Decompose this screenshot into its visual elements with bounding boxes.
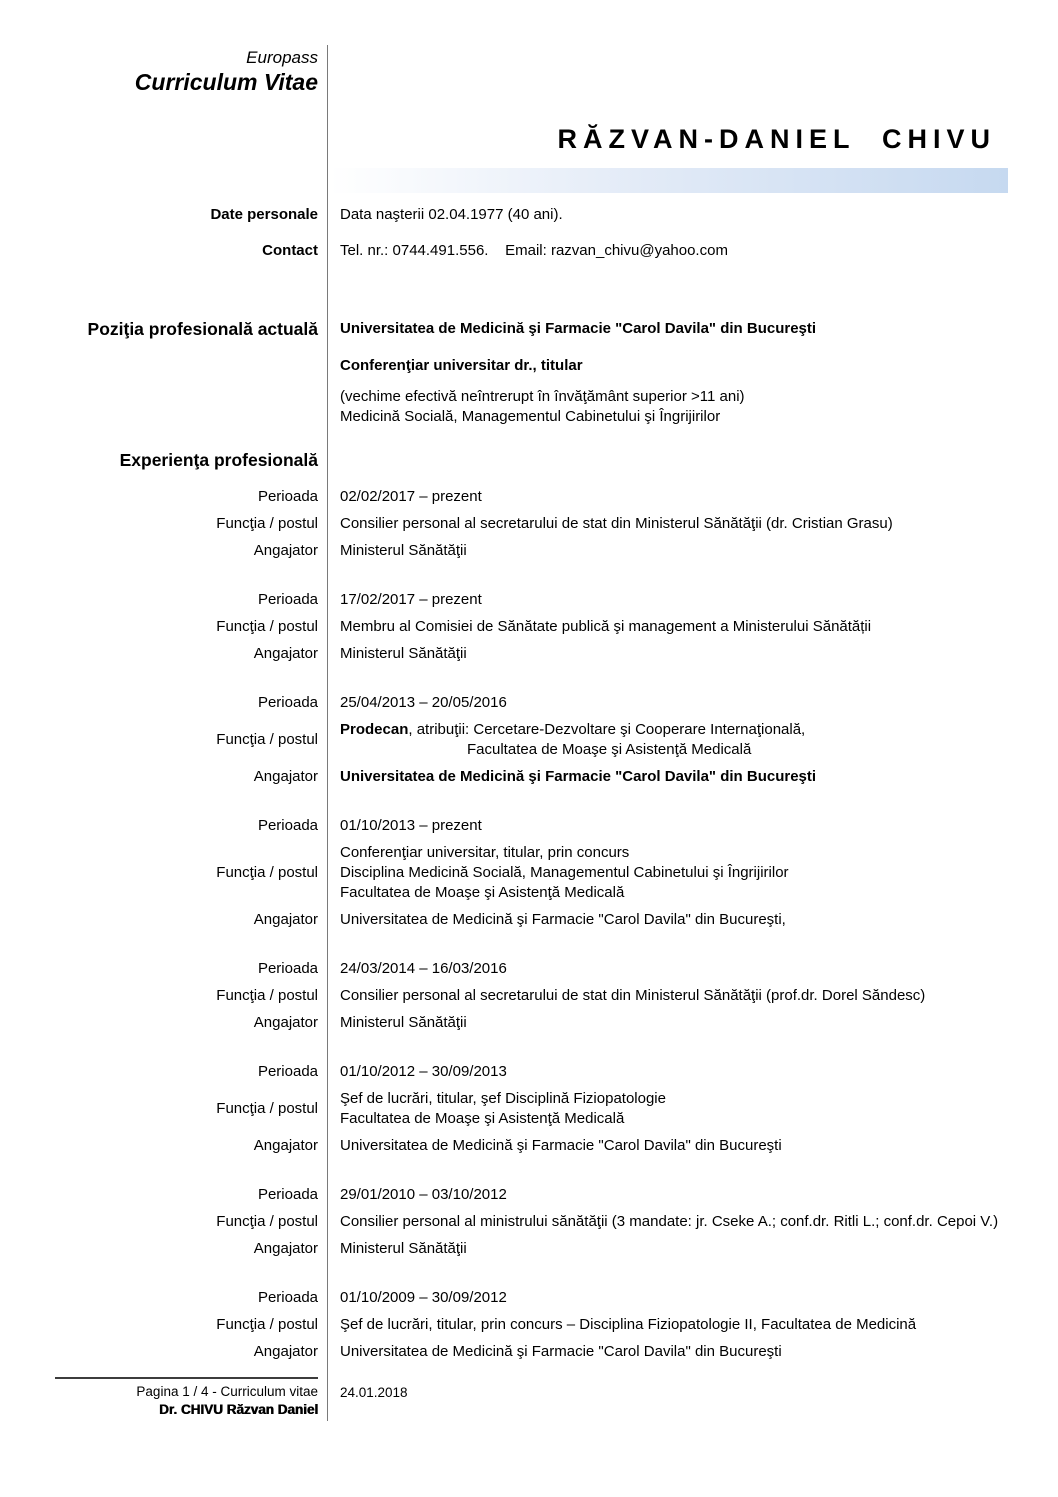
entry-role-line	[340, 1109, 1058, 1129]
entry-period-label: Perioada	[257, 591, 318, 608]
footer-left	[0, 1377, 327, 1419]
experience-entry	[0, 1062, 1058, 1156]
entry-role-content	[327, 617, 1058, 637]
experience-entry	[0, 816, 1058, 930]
entry-employer-value: Universitatea de Medicină şi Farmacie "Carol Davila" din Bucureşti	[340, 768, 817, 785]
entry-employer-label: Angajator	[253, 911, 318, 928]
entry-period-label: Perioada	[257, 694, 318, 711]
entry-role-content	[327, 1212, 1058, 1232]
birth-label: Date personale	[210, 206, 318, 223]
entry-role-label: Funcţia / postul	[216, 1316, 318, 1333]
entry-employer-content	[327, 1239, 1058, 1259]
entry-period-content	[327, 590, 1058, 610]
entry-period-content	[327, 1288, 1058, 1308]
entry-role-label: Funcţia / postul	[216, 1100, 318, 1117]
birth-value: Data naşterii 02.04.1977 (40 ani).	[340, 206, 563, 223]
experience-role-row	[0, 617, 1058, 637]
experience-employer-row	[0, 1342, 1058, 1362]
entry-role-segment: Consilier personal al secretarului de stat din Ministerul Sănătăţii (dr. Cristian Grasu)	[340, 515, 893, 532]
entry-period-content	[327, 693, 1058, 713]
entry-employer-content	[327, 541, 1058, 561]
entry-period-value: 01/10/2012 – 30/09/2013	[340, 1063, 507, 1080]
entry-employer-label: Angajator	[253, 768, 318, 785]
current-position-section	[0, 319, 1058, 427]
entry-employer-value: Ministerul Sănătăţii	[340, 1014, 467, 1031]
current-title: Conferenţiar universitar dr., titular	[340, 357, 583, 374]
experience-employer-row	[0, 644, 1058, 664]
entry-employer-value: Ministerul Sănătăţii	[340, 542, 467, 559]
experience-role-row	[0, 720, 1058, 760]
entry-employer-value: Ministerul Sănătăţii	[340, 1240, 467, 1257]
entry-role-line	[340, 843, 1058, 863]
entry-role-segment: Şef de lucrări, titular, şef Disciplină Fiziopatologie	[340, 1090, 666, 1107]
entry-employer-value: Ministerul Sănătăţii	[340, 645, 467, 662]
entry-employer-content	[327, 910, 1058, 930]
experience-employer-row	[0, 1239, 1058, 1259]
entry-role-content	[327, 1089, 1058, 1129]
entry-role-label: Funcţia / postul	[216, 731, 318, 748]
entry-role-line	[340, 863, 1058, 883]
entry-role-segment: Consilier personal al ministrului sănătăţii (3 mandate: jr. Cseke A.; conf.dr. Ritli L.; conf.dr. Cepoi V.)	[340, 1213, 999, 1230]
current-note-seniority: (vechime efectivă neîntrerupt în învăţământ superior >11 ani)	[340, 388, 745, 405]
experience-role-row	[0, 986, 1058, 1006]
entry-employer-content	[327, 1013, 1058, 1033]
entry-employer-content	[327, 767, 1058, 787]
entry-role-segment: Consilier personal al secretarului de stat din Ministerul Sănătăţii (prof.dr. Dorel Săndesc)	[340, 987, 926, 1004]
footer-page-info: Pagina 1 / 4 - Curriculum vitae	[136, 1384, 318, 1399]
entry-period-label: Perioada	[257, 817, 318, 834]
personal-row-contact	[0, 241, 1058, 261]
footer-rule	[55, 1377, 318, 1379]
experience-role-row	[0, 514, 1058, 534]
personal-section	[0, 205, 1058, 261]
entry-role-content	[327, 720, 1058, 760]
experience-entry	[0, 487, 1058, 561]
entry-role-label: Funcţia / postul	[216, 864, 318, 881]
experience-entries	[0, 487, 1058, 1362]
entry-employer-value: Universitatea de Medicină şi Farmacie "Carol Davila" din Bucureşti	[340, 1343, 782, 1360]
entry-employer-content	[327, 1342, 1058, 1362]
entry-role-line	[340, 1212, 1058, 1232]
entry-employer-label: Angajator	[253, 645, 318, 662]
entry-role-segment: Disciplina Medicină Socială, Managementul Cabinetului şi Îngrijirilor	[340, 864, 789, 881]
current-position-content	[327, 319, 1058, 427]
experience-role-row	[0, 1315, 1058, 1335]
europass-label: Europass	[246, 48, 318, 67]
experience-employer-row	[0, 1136, 1058, 1156]
current-position-row	[0, 319, 1058, 427]
entry-period-label: Perioada	[257, 1289, 318, 1306]
name-underline-bar	[330, 168, 1008, 193]
entry-role-segment: Facultatea de Moaşe şi Asistenţă Medicală	[467, 741, 752, 758]
entry-role-content	[327, 843, 1058, 903]
contact-label: Contact	[262, 242, 318, 259]
column-divider	[327, 45, 328, 1421]
entry-employer-label: Angajator	[253, 542, 318, 559]
europass-brand	[0, 48, 318, 96]
entry-employer-label: Angajator	[253, 1137, 318, 1154]
experience-role-row	[0, 1089, 1058, 1129]
person-name: RĂZVAN-DANIEL CHIVU	[557, 124, 996, 154]
entry-role-segment: Conferenţiar universitar, titular, prin concurs	[340, 844, 630, 861]
entry-period-content	[327, 1062, 1058, 1082]
entry-employer-label: Angajator	[253, 1240, 318, 1257]
entry-employer-content	[327, 644, 1058, 664]
current-position-label: Poziţia profesională actuală	[87, 319, 318, 339]
experience-period-row	[0, 1288, 1058, 1308]
current-note-discipline: Medicină Socială, Managementul Cabinetului şi Îngrijirilor	[340, 408, 721, 425]
experience-employer-row	[0, 910, 1058, 930]
experience-period-row	[0, 1185, 1058, 1205]
entry-period-content	[327, 1185, 1058, 1205]
entry-role-line	[340, 986, 1058, 1006]
experience-period-row	[0, 816, 1058, 836]
experience-role-row	[0, 1212, 1058, 1232]
footer-date: 24.01.2018	[340, 1385, 408, 1400]
entry-role-content	[327, 1315, 1058, 1335]
entry-role-segment: , atribuţii: Cercetare-Dezvoltare şi Cooperare Internaţională,	[408, 721, 806, 738]
entry-period-label: Perioada	[257, 1186, 318, 1203]
entry-role-line	[340, 1315, 1058, 1335]
experience-period-row	[0, 487, 1058, 507]
experience-period-row	[0, 1062, 1058, 1082]
entry-role-segment: Facultatea de Moaşe şi Asistenţă Medicală	[340, 1110, 625, 1127]
entry-period-content	[327, 816, 1058, 836]
entry-period-value: 01/10/2009 – 30/09/2012	[340, 1289, 507, 1306]
entry-period-value: 29/01/2010 – 03/10/2012	[340, 1186, 507, 1203]
entry-role-content	[327, 986, 1058, 1006]
entry-period-value: 25/04/2013 – 20/05/2016	[340, 694, 507, 711]
experience-heading: Experienţa profesională	[119, 450, 318, 470]
entry-role-label: Funcţia / postul	[216, 618, 318, 635]
experience-entry	[0, 959, 1058, 1033]
entry-employer-value: Universitatea de Medicină şi Farmacie "Carol Davila" din Bucureşti,	[340, 911, 786, 928]
entry-role-label: Funcţia / postul	[216, 515, 318, 532]
experience-employer-row	[0, 541, 1058, 561]
entry-role-line	[340, 740, 1058, 760]
experience-employer-row	[0, 767, 1058, 787]
entry-period-label: Perioada	[257, 960, 318, 977]
entry-role-segment: Şef de lucrări, titular, prin concurs – Disciplina Fiziopatologie II, Facultatea de Medicină	[340, 1316, 917, 1333]
experience-period-row	[0, 959, 1058, 979]
entry-role-segment: Facultatea de Moaşe şi Asistenţă Medicală	[340, 884, 625, 901]
entry-role-line	[340, 1089, 1058, 1109]
entry-role-segment: Prodecan	[340, 721, 409, 738]
entry-role-line	[340, 883, 1058, 903]
entry-period-content	[327, 487, 1058, 507]
masthead	[0, 0, 1058, 198]
entry-role-label: Funcţia / postul	[216, 987, 318, 1004]
experience-period-row	[0, 590, 1058, 610]
footer-author: Dr. CHIVU Răzvan Daniel	[158, 1402, 318, 1417]
entry-period-label: Perioada	[257, 488, 318, 505]
entry-period-value: 24/03/2014 – 16/03/2016	[340, 960, 507, 977]
experience-employer-row	[0, 1013, 1058, 1033]
experience-entry	[0, 693, 1058, 787]
entry-employer-value: Universitatea de Medicină şi Farmacie "Carol Davila" din Bucureşti	[340, 1137, 782, 1154]
entry-period-value: 17/02/2017 – prezent	[340, 591, 482, 608]
entry-period-value: 01/10/2013 – prezent	[340, 817, 482, 834]
entry-role-line	[340, 617, 1058, 637]
experience-entry	[0, 590, 1058, 664]
entry-employer-label: Angajator	[253, 1014, 318, 1031]
entry-role-line	[340, 514, 1058, 534]
experience-entry	[0, 1185, 1058, 1259]
cv-title: Curriculum Vitae	[134, 68, 318, 95]
entry-period-value: 02/02/2017 – prezent	[340, 488, 482, 505]
entry-period-content	[327, 959, 1058, 979]
entry-role-content	[327, 514, 1058, 534]
experience-period-row	[0, 693, 1058, 713]
entry-role-segment: Membru al Comisiei de Sănătate publică şi management a Ministerului Sănătății	[340, 618, 872, 635]
entry-period-label: Perioada	[257, 1063, 318, 1080]
experience-heading-row	[0, 450, 1058, 471]
entry-employer-content	[327, 1136, 1058, 1156]
entry-role-line	[340, 720, 1058, 740]
contact-value: Tel. nr.: 0744.491.556. Email: razvan_chivu@yahoo.com	[340, 242, 728, 259]
entry-role-label: Funcţia / postul	[216, 1213, 318, 1230]
personal-row-birth	[0, 205, 1058, 225]
current-employer: Universitatea de Medicină şi Farmacie "Carol Davila" din Bucureşti	[340, 320, 817, 337]
experience-entry	[0, 1288, 1058, 1362]
entry-employer-label: Angajator	[253, 1343, 318, 1360]
experience-role-row	[0, 843, 1058, 903]
